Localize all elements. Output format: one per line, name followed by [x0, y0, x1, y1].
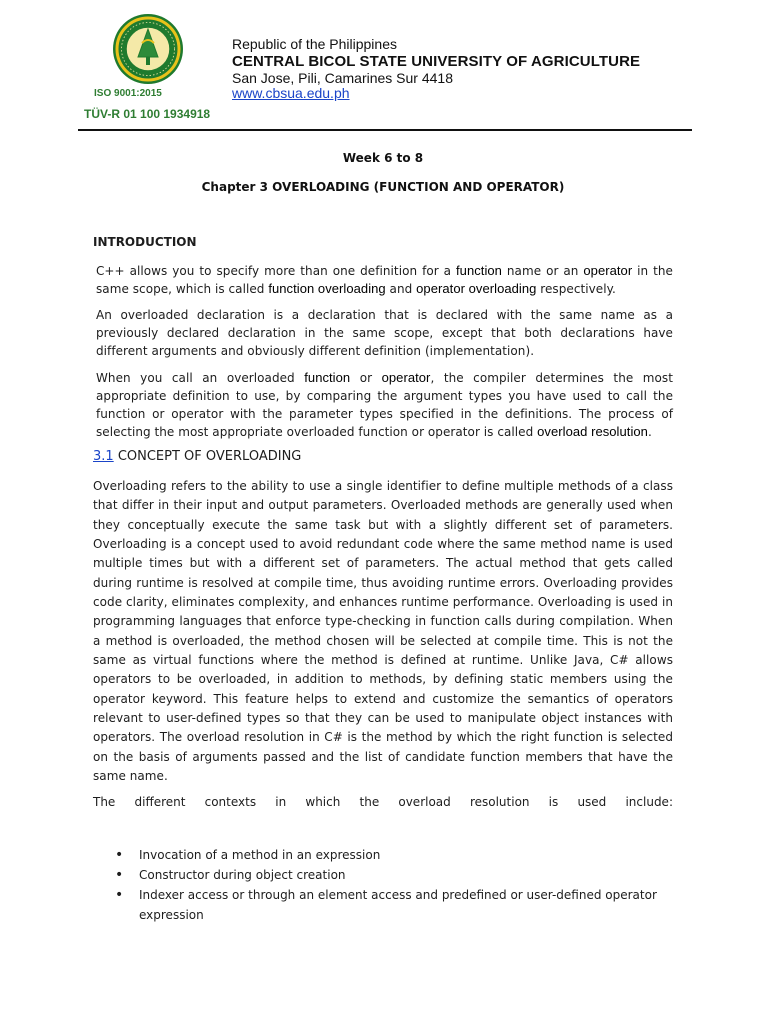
university-address: San Jose, Pili, Camarines Sur 4418 [232, 70, 453, 86]
section-heading: 3.1 CONCEPT OF OVERLOADING [93, 449, 302, 464]
list-item: • Constructor during object creation [139, 865, 719, 885]
concept-paragraph: Overloading refers to the ability to use a single identifier to define multiple methods of a class that differ in their input and output parameters. Overloaded methods are generally used when they conceptually execute the same task but with a slightly different set of parameters. Overloading is a concept used to avoid redundant code where the same method name is used multiple times but with a different set of parameters. The actual method that gets called during runtime is resolved at compile time, thus avoiding runtime errors. Overloading provides code clarity, eliminates complexity, and enhances runtime performance. Overloading is used in programming languages that enforce type-checking in function calls during compilation. When a method is overloaded, the method chosen will be selected at compile time. This is not the same as virtual functions where the method is defined at runtime. Unlike Java, C# allows operators to be overloaded, in addition to methods, by defining static members using the operator keyword. This feature helps to extend and customize the semantics of operators relevant to user-defined types so that they can be used to manipulate object instances with operators. The overload resolution in C# is the method by which the right function is selected on the basis of arguments passed and the list of candidate function members that have the same name. [93, 479, 673, 784]
list-item: • Invocation of a method in an expression [139, 845, 719, 865]
header-divider [78, 129, 692, 131]
university-seal-logo [112, 13, 184, 85]
iso-certification: ISO 9001:2015 [94, 88, 162, 99]
week-title: Week 6 to 8 [342, 151, 424, 165]
republic-text: Republic of the Philippines [232, 36, 397, 52]
intro-paragraph-1: C++ allows you to specify more than one definition for a function name or an operator in the same scope, which is called function overloading and operator overloading respectively. [96, 263, 673, 296]
intro-heading: INTRODUCTION [93, 235, 197, 249]
section-number-link[interactable]: 3.1 [93, 449, 114, 464]
chapter-title: Chapter 3 OVERLOADING (FUNCTION AND OPERATOR) [201, 180, 565, 194]
contexts-list [93, 845, 719, 925]
letterhead [232, 36, 640, 101]
contexts-intro: The different contexts in which the overload resolution is used include: [93, 795, 673, 809]
university-name: CENTRAL BICOL STATE UNIVERSITY OF AGRICULTURE [232, 53, 641, 70]
intro-paragraph-2: An overloaded declaration is a declaration that is declared with the same name as a previously declared declaration in the same scope, except that both declarations have different arguments and obviously different definition (implementation). [96, 308, 673, 358]
intro-paragraph-3: When you call an overloaded function or operator, the compiler determines the most appropriate definition to use, by comparing the argument types you have used to call the function or operator with the parameter types specified in the definitions. The process of selecting the most appropriate overloaded function or operator is called overload resolution. [96, 370, 673, 439]
website-link[interactable]: www.cbsua.edu.ph [232, 85, 350, 101]
list-item: • Indexer access or through an element access and predefined or user-defined operator expression [139, 885, 719, 925]
tuv-certificate-number: TÜV-R 01 100 1934918 [84, 107, 211, 121]
